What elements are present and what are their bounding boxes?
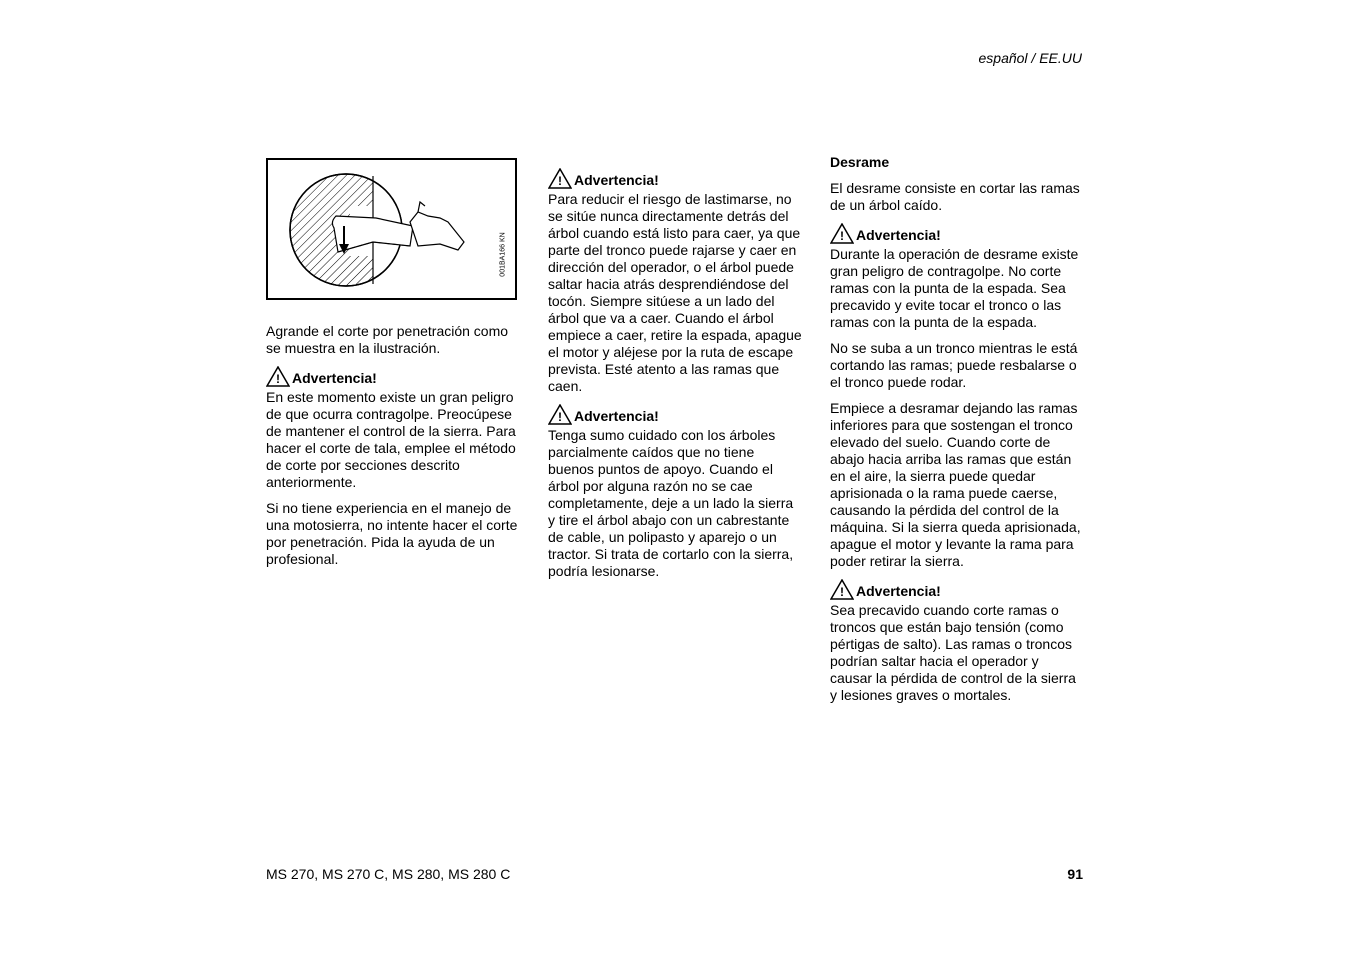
paragraph: Tenga sumo cuidado con los árboles parcialmente caídos que no tiene buenos puntos de apoyo. Cuando el árbol por alguna razón no se cae completamente, deje a un lado la sierra y tire el árbol abajo con un cabrestante de cable, un polipasto y aparejo o un tractor. Si trata de cortarlo con la sierra, podría lesionarse. <box>548 427 794 579</box>
column-3 <box>830 154 1084 713</box>
paragraph: Si no tiene experiencia en el manejo de una motosierra, no intente hacer el corte por penetración. Pida la ayuda de un profesional. <box>266 500 518 567</box>
warning-triangle-icon <box>266 366 290 387</box>
paragraph: El desrame consiste en cortar las ramas de un árbol caído. <box>830 180 1080 213</box>
warning-heading <box>548 168 802 189</box>
warning-label: Advertencia! <box>574 408 659 424</box>
column-2 <box>548 162 802 589</box>
paragraph: No se suba a un tronco mientras le está cortando las ramas; puede resbalarse o el tronco puede rodar. <box>830 340 1078 390</box>
section-heading: Desrame <box>830 154 890 170</box>
language-label: español / EE.UU <box>978 50 1082 66</box>
warning-heading <box>830 223 1084 244</box>
column-1 <box>266 158 520 577</box>
paragraph: Sea precavido cuando corte ramas o troncos que están bajo tensión (como pértigas de salto). Las ramas o troncos podrían saltar hacia el operador y causar la pérdida de control de la sierra y lesiones graves o mortales. <box>830 602 1076 703</box>
warning-heading <box>830 579 1084 600</box>
paragraph: En este momento existe un gran peligro de que ocurra contragolpe. Preocúpese de mantener el control de la sierra. Para hacer el corte de tala, emplee el método de corte por secciones descrito anteriormente. <box>266 389 516 490</box>
paragraph: Empiece a desramar dejando las ramas inferiores para que sostengan el tronco elevado del suelo. Cuando corte de abajo hacia arriba las ramas que están en el aire, la sierra puede quedar aprisionada o la rama puede caerse, causando la pérdida del control de la máquina. Si la sierra queda aprisionada, apague el motor y levante la rama para poder retirar la sierra. <box>830 400 1081 569</box>
tree-chainsaw-drawing <box>268 160 515 298</box>
svg-text:!: ! <box>840 229 844 243</box>
svg-text:!: ! <box>558 410 562 424</box>
svg-text:!: ! <box>840 585 844 599</box>
figure-code: 001BA166 KN <box>499 232 507 277</box>
warning-heading <box>266 366 520 387</box>
warning-label: Advertencia! <box>292 370 377 386</box>
svg-text:!: ! <box>558 174 562 188</box>
svg-text:!: ! <box>276 372 280 386</box>
warning-triangle-icon <box>830 223 854 244</box>
warning-triangle-icon <box>830 579 854 600</box>
plunge-cut-illustration <box>266 158 517 300</box>
paragraph: Para reducir el riesgo de lastimarse, no se sitúe nunca directamente detrás del árbol cuando está listo para caer, ya que parte del tronco puede rajarse y caer en dirección del operador, o el árbol puede saltar hacia atrás desprendiéndose del tocón. Siempre sitúese a un lado del árbol que va a caer. Cuando el árbol empiece a caer, retire la espada, apague el motor y aléjese por la ruta de escape prevista. Esté atento a las ramas que caen. <box>548 191 802 394</box>
footer-models: MS 270, MS 270 C, MS 280, MS 280 C <box>266 866 511 882</box>
warning-triangle-icon <box>548 404 572 425</box>
warning-label: Advertencia! <box>856 227 941 243</box>
warning-triangle-icon <box>548 168 572 189</box>
page-number: 91 <box>1067 866 1083 882</box>
paragraph: Durante la operación de desrame existe gran peligro de contragolpe. No corte ramas con la punta de la espada. Sea precavido y evite tocar el tronco o las ramas con la punta de la espada. <box>830 246 1079 330</box>
warning-label: Advertencia! <box>574 172 659 188</box>
paragraph: Agrande el corte por penetración como se muestra en la ilustración. <box>266 323 509 356</box>
warning-heading <box>548 404 802 425</box>
warning-label: Advertencia! <box>856 583 941 599</box>
